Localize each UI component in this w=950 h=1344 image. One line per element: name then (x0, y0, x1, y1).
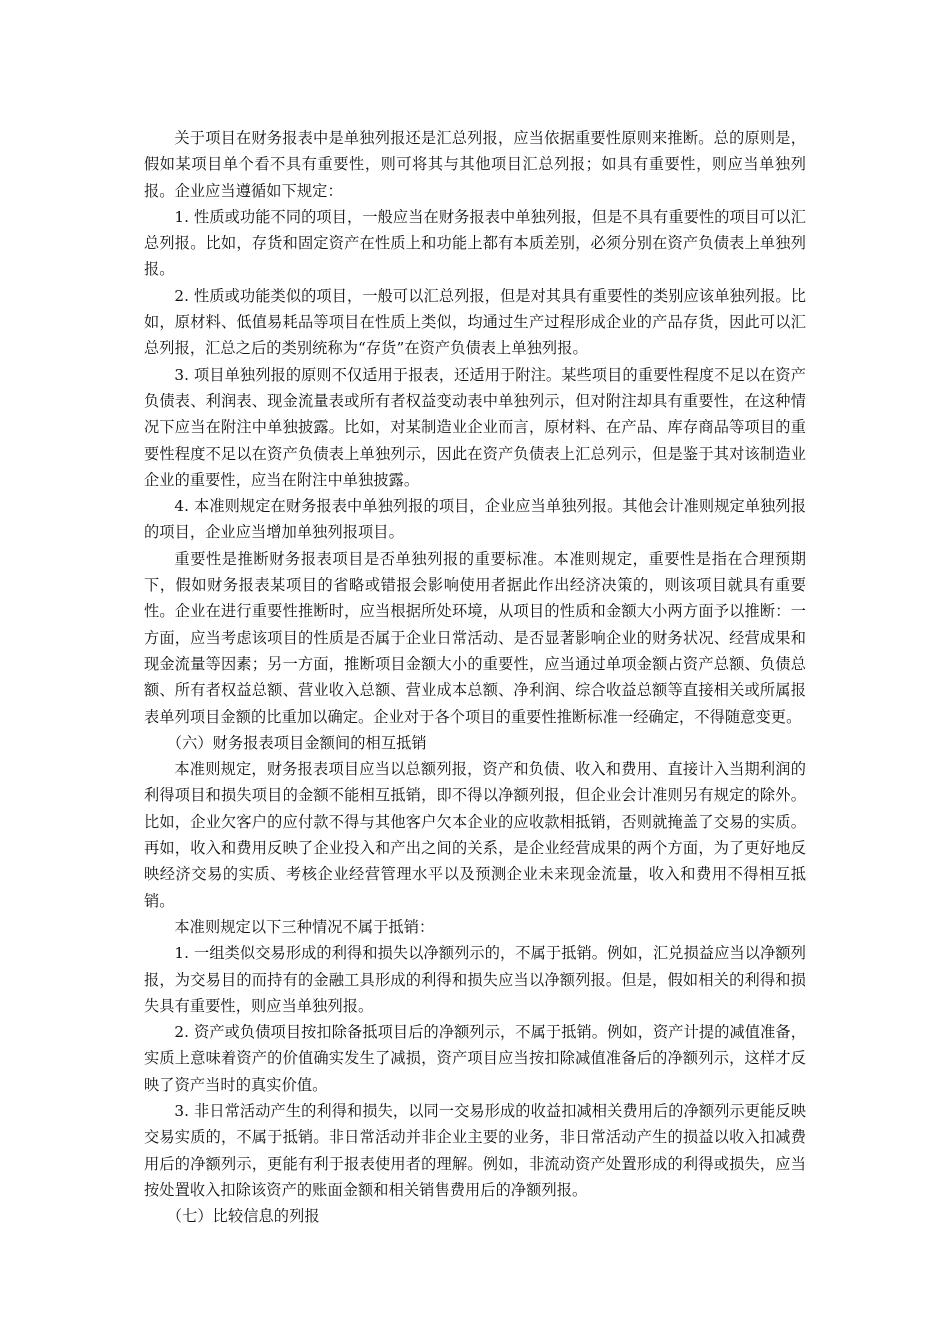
paragraph-rule-3: 3. 项目单独列报的原则不仅适用于报表，还适用于附注。某些项目的重要性程度不足以在资产负债表、利润表、现金流量表或所有者权益变动表中单独列示，但对附注却具有重要性，在这种情况下应当在附注中单独披露。比如，对某制造业企业而言，原材料、在产品、库存商品等项目的重要性程度不足以在资产负债表上单独列示，因此在资产负债表上汇总列示，但是鉴于其对该制造业企业的重要性，应当在附注中单独披露。 (144, 365, 806, 489)
paragraph-exception-3: 3. 非日常活动产生的利得和损失，以同一交易形成的收益扣减相关费用后的净额列示更能反映交易实质的，不属于抵销。非日常活动并非企业主要的业务，非日常活动产生的损益以收入扣减费用后的净额列示，更能有利于报表使用者的理解。例如，非流动资产处置形成的利得或损失，应当按处置收入扣除该资产的账面金额和相关销售费用后的净额列报。 (144, 1101, 806, 1199)
section-heading-offset: （六）财务报表项目金额间的相互抵销 (166, 733, 427, 752)
section-heading-comparative: （七）比较信息的列报 (166, 1207, 320, 1226)
paragraph-rule-2: 2. 性质或功能类似的项目，一般可以汇总列报，但是对其具有重要性的类别应该单独列报。比如，原材料、低值易耗品等项目在性质上类似，均通过生产过程形成企业的产品存货，因此可以汇总列报，汇总之后的类别统称为“存货”在资产负债表上单独列报。 (144, 286, 806, 358)
paragraph-offset-exceptions-intro: 本准则规定以下三种情况不属于抵销： (174, 917, 435, 936)
paragraph-intro: 关于项目在财务报表中是单独列报还是汇总列报，应当依据重要性原则来推断。总的原则是，假如某项目单个看不具有重要性，则可将其与其他项目汇总列报；如具有重要性，则应当单独列报。企业应当遵循如下规定： (144, 129, 806, 200)
paragraph-rule-1: 1. 性质或功能不同的项目，一般应当在财务报表中单独列报，但是不具有重要性的项目可以汇总列报。比如，存货和固定资产在性质上和功能上都有本质差别，必须分别在资产负债表上单独列报。 (144, 207, 806, 279)
paragraph-exception-2: 2. 资产或负债项目按扣除备抵项目后的净额列示，不属于抵销。例如，资产计提的减值准备，实质上意味着资产的价值确实发生了减损，资产项目应当按扣除减值准备后的净额列示，这样才反映了资产当时的真实价值。 (144, 1023, 806, 1094)
paragraph-materiality: 重要性是推断财务报表项目是否单独列报的重要标准。本准则规定，重要性是指在合理预期下，假如财务报表某项目的省略或错报会影响使用者据此作出经济决策的，则该项目就具有重要性。企业在进行重要性推断时，应当根据所处环境，从项目的性质和金额大小两方面予以推断：一方面，应当考虑该项目的性质是否属于企业日常活动、是否显著影响企业的财务状况、经营成果和现金流量等因素；另一方面，推断项目金额大小的重要性，应当通过单项金额占资产总额、负债总额、所有者权益总额、营业收入总额、营业成本总额、净利润、综合收益总额等直接相关或所属报表单列项目金额的比重加以确定。企业对于各个项目的重要性推断标准一经确定，不得随意变更。 (144, 549, 806, 726)
paragraph-offset-rule: 本准则规定，财务报表项目应当以总额列报，资产和负债、收入和费用、直接计入当期利润的利得项目和损失项目的金额不能相互抵销，即不得以净额列报，但企业会计准则另有规定的除外。比如，企业欠客户的应付款不得与其他客户欠本企业的应收款相抵销，否则就掩盖了交易的实质。再如，收入和费用反映了企业投入和产出之间的关系，是企业经营成果的两个方面，为了更好地反映经济交易的实质、考核企业经营管理水平以及预测企业未来现金流量，收入和费用不得相互抵销。 (144, 760, 806, 910)
paragraph-rule-4: 4. 本准则规定在财务报表中单独列报的项目，企业应当单独列报。其他会计准则规定单独列报的项目，企业应当增加单独列报项目。 (144, 497, 806, 542)
document-page (144, 125, 806, 1229)
paragraph-exception-1: 1. 一组类似交易形成的利得和损失以净额列示的，不属于抵销。例如，汇兑损益应当以净额列报，为交易目的而持有的金融工具形成的利得和损失应当以净额列报。但是，假如相关的利得和损失具有重要性，则应当单独列报。 (144, 944, 806, 1015)
